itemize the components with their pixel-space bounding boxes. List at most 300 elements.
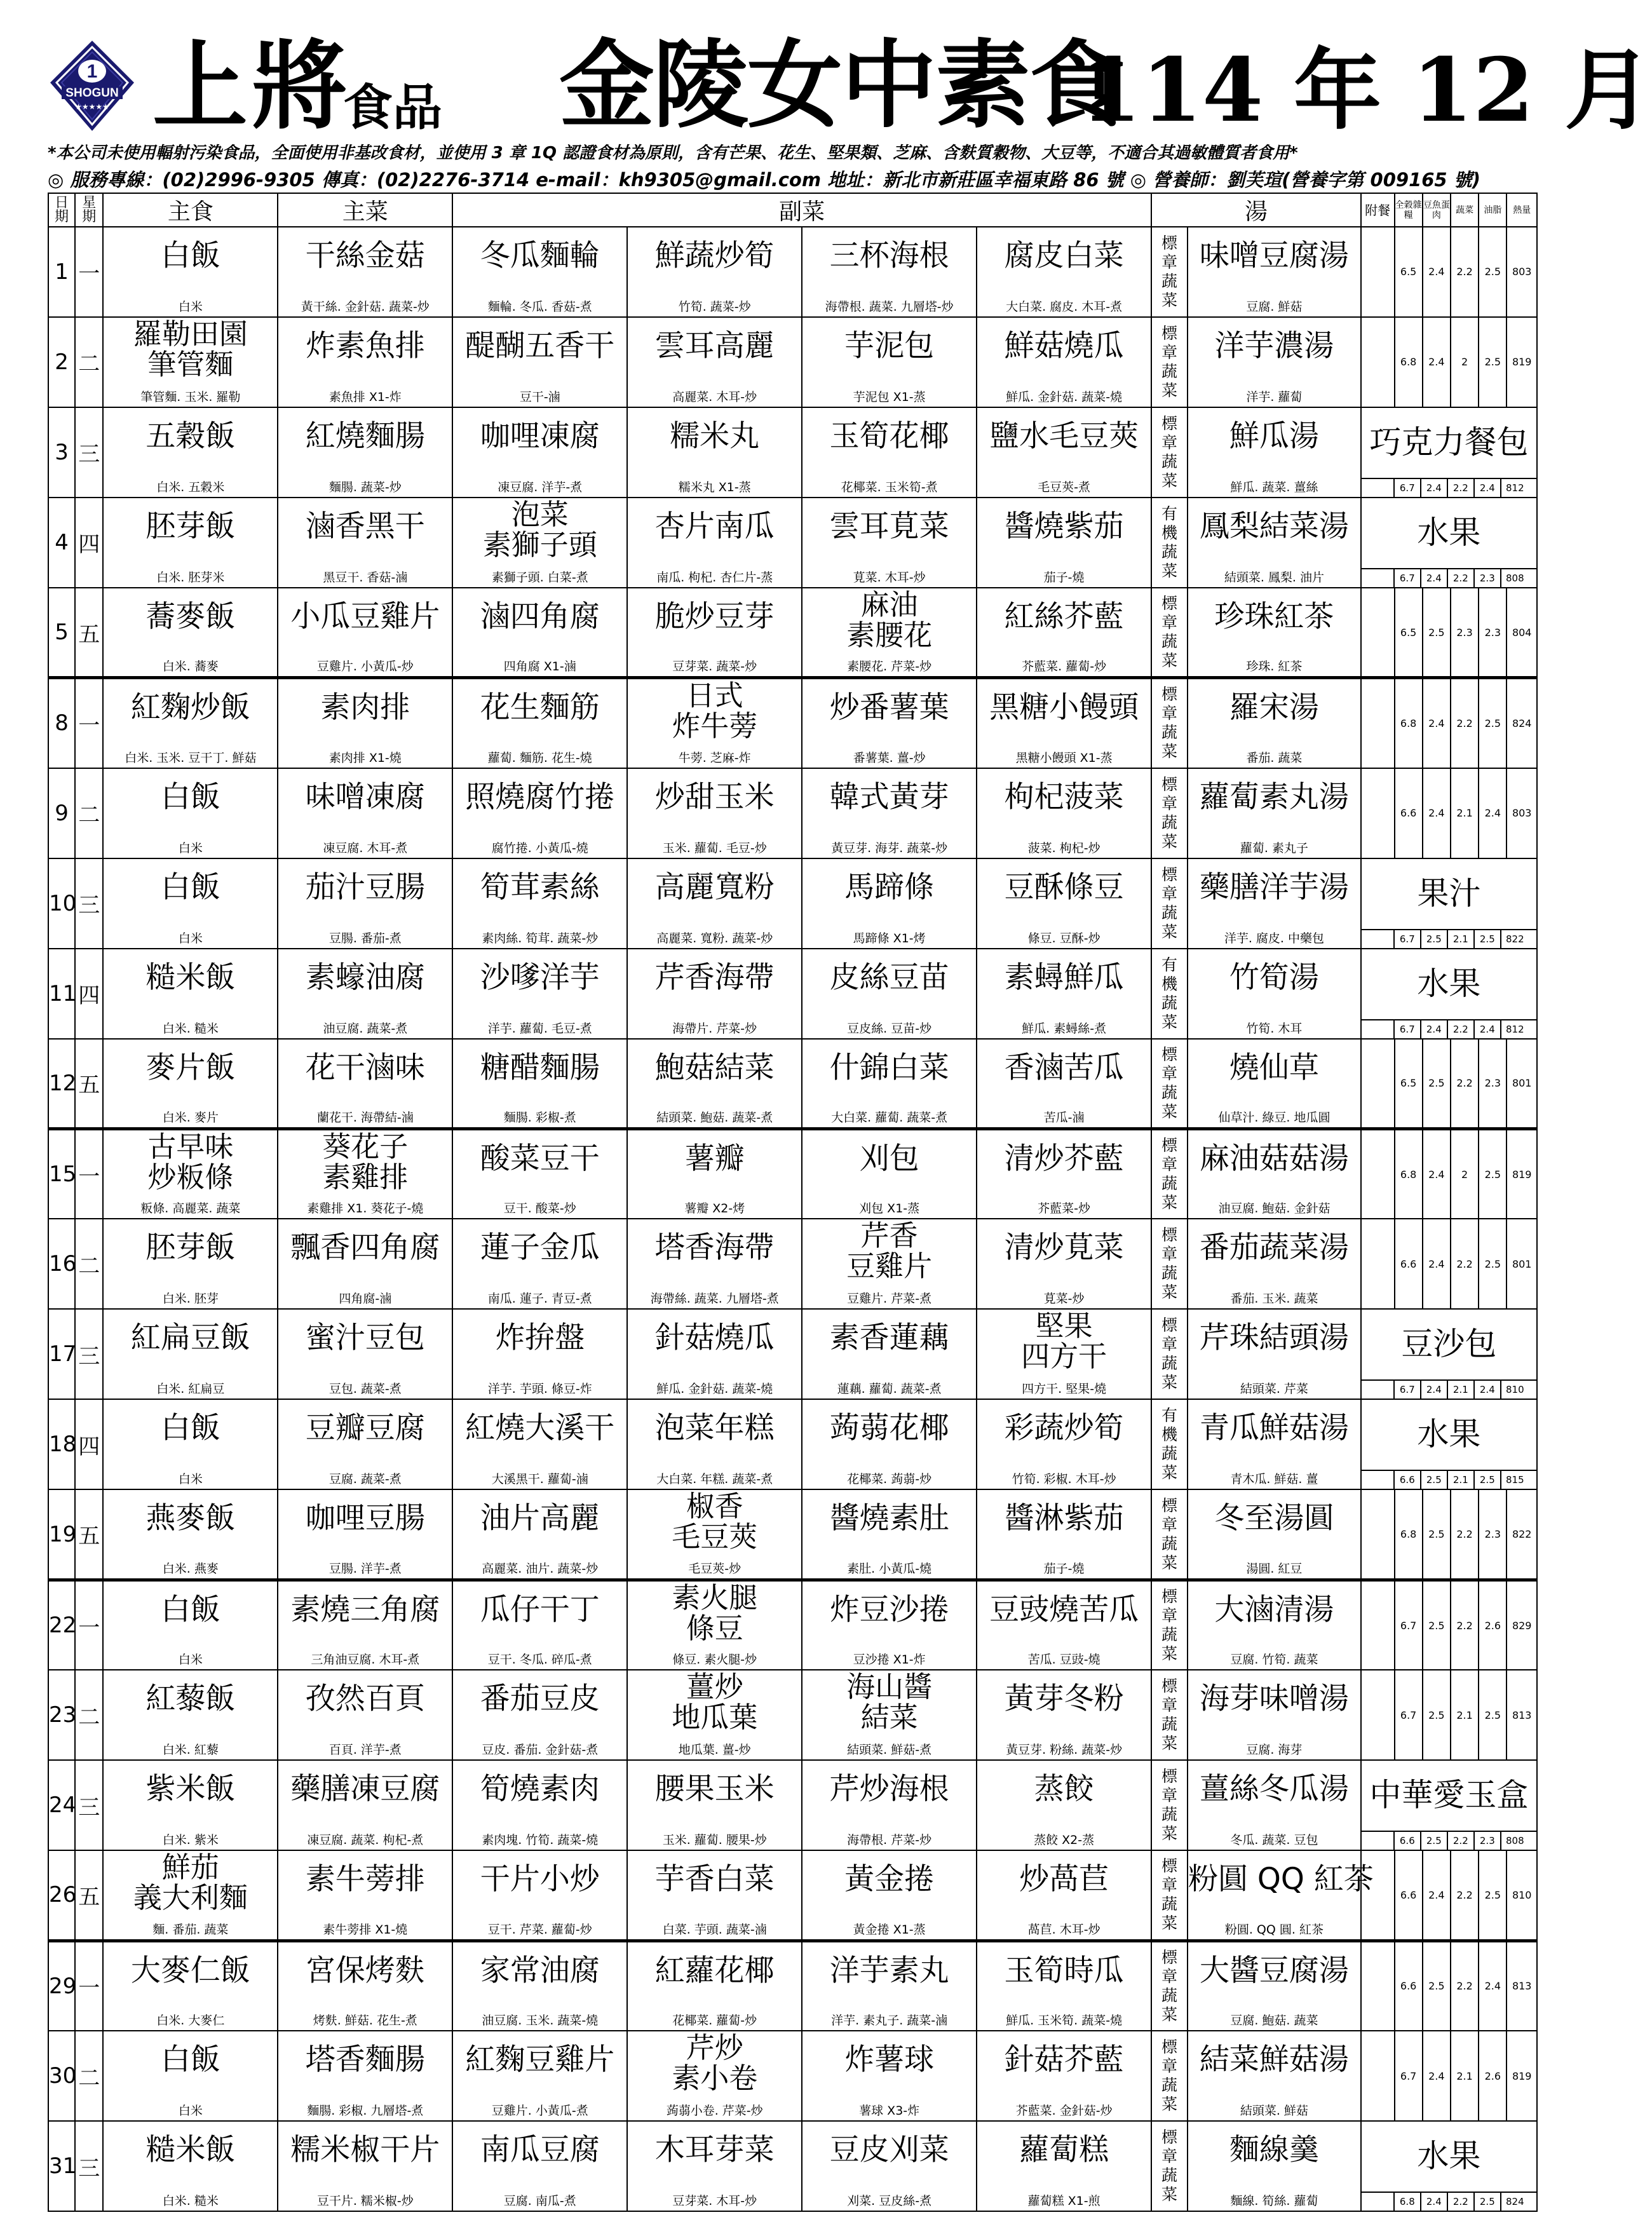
shogun-logo (48, 38, 137, 133)
menu-table (48, 193, 1538, 2212)
side-dish-name: 素蟳鮮瓜 (1004, 959, 1124, 995)
staple-dish-name: 白飯 (160, 1592, 220, 1627)
soup-dish-ingredients: 鮮瓜. 蔬菜. 薑絲 (1230, 480, 1318, 494)
side-dish (977, 1129, 1151, 1219)
side-dish (977, 227, 1151, 317)
side-dish-name: 醬燒紫茄 (1004, 508, 1124, 544)
vegetable-label-text: 標章蔬菜 (1161, 1496, 1178, 1572)
staple-dish-name: 紅扁豆飯 (130, 1320, 250, 1356)
nutrition-value: 2 (1451, 317, 1479, 407)
side-dish-name: 家常油腐 (480, 1953, 600, 1988)
side-dish (627, 498, 802, 588)
main-dish-ingredients: 百頁. 洋芋-煮 (328, 1743, 402, 1758)
nutrition-value: 822 (1500, 930, 1529, 948)
soup-dish (1188, 1760, 1361, 1850)
side-dish (452, 768, 627, 858)
main-dish-ingredients: 烤麩. 鮮菇. 花生-煮 (313, 2014, 417, 2028)
extra-cell (1361, 1760, 1537, 1850)
nutrition-value: 2.3 (1479, 1489, 1506, 1580)
side-dish-ingredients: 薯球 X3-炸 (859, 2104, 920, 2118)
side-dish-ingredients: 鮮瓜. 金針菇. 蔬菜-燒 (656, 1382, 773, 1397)
side-dish-name: 酸菜豆干 (480, 1141, 600, 1177)
side-dish (627, 1760, 802, 1850)
soup-dish (1188, 949, 1361, 1039)
staple-dish (103, 768, 278, 858)
staple-dish (103, 1399, 278, 1489)
staple-dish-ingredients: 白米. 麥片 (162, 1111, 219, 1125)
staple-dish-name: 白飯 (160, 869, 220, 905)
nutrition-value: 2.5 (1423, 1489, 1451, 1580)
menu-row (48, 317, 1537, 407)
row-date: 26 (48, 1850, 75, 1941)
soup-dish (1188, 1309, 1361, 1399)
allergen-notice: *本公司未使用輻射污染食品，全面使用非基改食材，並使用 3 章 1Q 認證食材為原則，含有芒果、花生、堅果類、芝麻、含麩質穀物、大豆等，不適合其過敏體質者食用* (48, 144, 1298, 163)
side-dish (452, 678, 627, 768)
side-dish-name: 麻油 素腰花 (846, 587, 933, 652)
soup-dish (1188, 1039, 1361, 1129)
side-dish (802, 1941, 977, 2031)
side-dish-name: 泡菜 素獅子頭 (482, 497, 597, 562)
header-nutrition-grain: 全穀雜糧 (1395, 193, 1423, 227)
nutrition-value: 6.7 (1393, 569, 1420, 587)
nutrition-value: 2.4 (1479, 768, 1506, 858)
side-dish-name: 雲耳高麗 (654, 328, 775, 363)
extra-item: 中華愛玉盒 (1369, 1777, 1529, 1814)
side-dish (452, 1399, 627, 1489)
extra-item: 水果 (1417, 965, 1481, 1002)
row-date: 2 (48, 317, 75, 407)
main-dish-name: 宮保烤麩 (305, 1953, 425, 1988)
side-dish-name: 南瓜豆腐 (480, 2132, 600, 2168)
svg-text:★★★★★: ★★★★★ (75, 102, 109, 111)
staple-dish-ingredients: 白米. 糙米 (162, 1021, 219, 1036)
nutrition-value: 2.2 (1451, 678, 1479, 768)
soup-dish (1188, 588, 1361, 678)
nutrition-value: 2.2 (1447, 2193, 1473, 2211)
side-dish-ingredients: 素肉絲. 筍茸. 蔬菜-炒 (482, 931, 599, 945)
side-dish-name: 清炒莧菜 (1004, 1230, 1124, 1266)
row-weekday: 五 (75, 1039, 103, 1129)
side-dish (802, 498, 977, 588)
side-dish-ingredients: 豆芽菜. 木耳-炒 (672, 2194, 757, 2208)
side-dish (452, 949, 627, 1039)
vegetable-label-text: 標章蔬菜 (1161, 865, 1178, 941)
nutrition-value: 819 (1506, 2031, 1537, 2121)
soup-dish-name: 珍珠紅茶 (1214, 599, 1334, 634)
side-dish-ingredients: 洋芋. 素丸子. 蔬菜-滷 (831, 2014, 948, 2028)
side-dish-name: 沙嗲洋芋 (480, 959, 600, 995)
soup-dish (1188, 768, 1361, 858)
header-main-food: 主食 (103, 193, 278, 227)
row-date: 19 (48, 1489, 75, 1580)
side-dish (452, 1670, 627, 1760)
menu-row (48, 1489, 1537, 1580)
main-dish-ingredients: 麵腸. 彩椒. 九層塔-煮 (307, 2104, 424, 2118)
side-dish-ingredients: 豆芽菜. 蔬菜-炒 (672, 660, 757, 674)
side-dish-ingredients: 茄子-燒 (1043, 1561, 1085, 1576)
nutrition-value: 2.5 (1473, 2193, 1500, 2211)
soup-dish-ingredients: 番茄. 蔬菜 (1246, 750, 1303, 765)
side-dish-ingredients: 洋芋. 蘿蔔. 毛豆-煮 (487, 1021, 592, 1036)
side-dish-name: 芋泥包 (844, 328, 935, 363)
nutrition-value: 2.4 (1420, 2193, 1447, 2211)
side-dish (977, 1039, 1151, 1129)
main-dish-ingredients: 黑豆干. 香菇-滷 (323, 570, 408, 585)
side-dish-ingredients: 南瓜. 枸杞. 杏仁片-蒸 (656, 570, 773, 585)
side-dish-ingredients: 高麗菜. 寬粉. 蔬菜-炒 (656, 931, 773, 945)
soup-dish (1188, 498, 1361, 588)
side-dish-ingredients: 豆皮. 番茄. 金針菇-煮 (482, 1743, 599, 1758)
main-dish-name: 炸素魚排 (305, 328, 425, 363)
main-dish (278, 1489, 452, 1580)
main-dish-name: 蜜汁豆包 (305, 1320, 425, 1356)
row-date: 31 (48, 2121, 75, 2211)
side-dish-ingredients: 腐竹捲. 小黃瓜-燒 (491, 841, 588, 855)
vegetable-label (1151, 1129, 1188, 1219)
main-dish-ingredients: 麵腸. 蔬菜-炒 (328, 480, 402, 494)
nutrition-value: 2.1 (1447, 930, 1473, 948)
nutrition-value: 803 (1506, 227, 1537, 317)
nutrition-value: 2.1 (1447, 1471, 1473, 1489)
side-dish (627, 1850, 802, 1941)
extra-cell (1361, 949, 1537, 1039)
side-dish-name: 炒番薯葉 (829, 690, 949, 726)
side-dish-name: 鹽水毛豆莢 (989, 418, 1139, 454)
nutrition-value: 2.2 (1447, 1832, 1473, 1850)
main-dish (278, 1670, 452, 1760)
side-dish-ingredients: 蘿蔔糕 X1-煎 (1027, 2194, 1100, 2208)
nutrition-value: 2.4 (1423, 1129, 1451, 1219)
extra-item (1361, 1580, 1395, 1670)
vegetable-label (1151, 1039, 1188, 1129)
side-dish-ingredients: 素肉塊. 竹筍. 蔬菜-燒 (482, 1833, 599, 1848)
extra-cell (1361, 1399, 1537, 1489)
side-dish-name: 花生麵筋 (480, 690, 600, 726)
vegetable-label-text: 有機蔬菜 (1161, 1406, 1178, 1482)
menu-row (48, 1580, 1537, 1670)
side-dish-ingredients: 海帶絲. 蔬菜. 九層塔-煮 (650, 1292, 779, 1306)
main-dish-name: 小瓜豆雞片 (290, 599, 440, 634)
side-dish-name: 彩蔬炒筍 (1004, 1411, 1124, 1446)
soup-dish (1188, 1941, 1361, 2031)
side-dish-ingredients: 素腰花. 芹菜-炒 (847, 660, 932, 674)
vegetable-label (1151, 768, 1188, 858)
row-date: 10 (48, 858, 75, 949)
extra-item (1361, 1941, 1395, 2031)
side-dish-ingredients: 麵腸. 彩椒-煮 (503, 1111, 576, 1125)
menu-title: 金陵女中素食 (559, 30, 1124, 141)
side-dish-name: 滷四角腐 (480, 599, 600, 634)
soup-dish-ingredients: 仙草汁. 綠豆. 地瓜圓 (1218, 1111, 1330, 1125)
side-dish (627, 588, 802, 678)
vegetable-label-text: 標章蔬菜 (1161, 1316, 1178, 1392)
extra-item: 豆沙包 (1401, 1325, 1497, 1363)
nutrition-value: 2 (1451, 1129, 1479, 1219)
nutrition-value: 2.5 (1479, 1670, 1506, 1760)
main-dish-name: 孜然百頁 (305, 1681, 425, 1717)
row-weekday: 三 (75, 407, 103, 498)
soup-dish-name: 鮮瓜湯 (1229, 418, 1319, 454)
side-dish-name: 番茄豆皮 (480, 1681, 600, 1717)
soup-dish (1188, 2031, 1361, 2121)
side-dish-name: 素火腿 條豆 (672, 1580, 758, 1645)
side-dish-ingredients: 蓮藕. 蘿蔔. 蔬菜-煮 (837, 1382, 942, 1397)
soup-dish-ingredients: 油豆腐. 鮑菇. 金針菇 (1218, 1202, 1330, 1216)
menu-row (48, 1941, 1537, 2031)
side-dish-ingredients: 花椰菜. 玉米筍-煮 (841, 480, 938, 494)
soup-dish-name: 竹筍湯 (1229, 959, 1319, 995)
nutrition-value: 2.4 (1420, 1381, 1447, 1399)
nutrition-value: 815 (1500, 1471, 1529, 1489)
side-dish-name: 香滷苦瓜 (1004, 1050, 1124, 1085)
soup-dish-name: 冬至湯圓 (1214, 1501, 1334, 1536)
staple-dish-ingredients: 白米. 大麥仁 (156, 2014, 225, 2028)
side-dish-ingredients: 蒟蒻小卷. 芹菜-炒 (666, 2104, 763, 2118)
side-dish (977, 1760, 1151, 1850)
side-dish-name: 黃芽冬粉 (1004, 1681, 1124, 1717)
staple-dish-ingredients: 白米 (178, 2104, 203, 2118)
soup-dish-ingredients: 粉圓. QQ 圓. 紅茶 (1224, 1922, 1324, 1937)
side-dish (452, 1760, 627, 1850)
nutrition-value: 6.8 (1393, 2193, 1420, 2211)
row-date: 11 (48, 949, 75, 1039)
nutrition-value: 6.7 (1393, 479, 1420, 497)
row-weekday: 二 (75, 2031, 103, 2121)
row-date: 3 (48, 407, 75, 498)
vegetable-label (1151, 949, 1188, 1039)
staple-dish (103, 1670, 278, 1760)
side-dish (452, 1129, 627, 1219)
side-dish-name: 堅果 四方干 (1021, 1309, 1107, 1374)
vegetable-label (1151, 1850, 1188, 1941)
vegetable-label-text: 標章蔬菜 (1161, 1045, 1178, 1121)
side-dish (627, 1580, 802, 1670)
vegetable-label-text: 標章蔬菜 (1161, 323, 1178, 400)
side-dish-ingredients: 玉米. 蘿蔔. 毛豆-炒 (662, 841, 767, 855)
soup-dish (1188, 1219, 1361, 1309)
staple-dish-ingredients: 白米. 五穀米 (156, 480, 225, 494)
nutrition-value: 2.5 (1423, 1670, 1451, 1760)
side-dish-ingredients: 高麗菜. 木耳-炒 (672, 390, 757, 404)
staple-dish-name: 鮮茄 義大利麵 (133, 1850, 248, 1915)
side-dish-ingredients: 苦瓜. 豆豉-燒 (1027, 1653, 1100, 1667)
soup-dish-name: 藥膳洋芋湯 (1199, 869, 1349, 905)
staple-dish-ingredients: 白米. 玉米. 豆干丁. 鮮菇 (125, 750, 257, 765)
side-dish-ingredients: 豆干. 酸菜-炒 (503, 1202, 576, 1216)
main-dish (278, 768, 452, 858)
side-dish (452, 858, 627, 949)
side-dish-name: 豆酥條豆 (1004, 869, 1124, 905)
nutrition-blank (1362, 1381, 1393, 1399)
row-date: 18 (48, 1399, 75, 1489)
side-dish-name: 芹香海帶 (654, 959, 775, 995)
side-dish-ingredients: 竹筍. 蔬菜-炒 (678, 299, 751, 314)
side-dish-name: 蘿蔔糕 (1019, 2132, 1109, 2168)
extra-cell (1361, 858, 1537, 949)
extra-item (1361, 1489, 1395, 1580)
side-dish (627, 1039, 802, 1129)
nutrition-strip (1362, 2192, 1536, 2211)
side-dish-name: 炒萵苣 (1019, 1862, 1109, 1897)
staple-dish-name: 胚芽飯 (146, 508, 236, 544)
nutrition-value: 2.4 (1420, 479, 1447, 497)
menu-body (48, 227, 1537, 2211)
row-date: 15 (48, 1129, 75, 1219)
side-dish-ingredients: 素肚. 小黃瓜-燒 (847, 1561, 932, 1576)
side-dish-name: 脆炒豆芽 (654, 599, 775, 634)
main-dish-ingredients: 素牛蒡排 X1-燒 (323, 1922, 408, 1937)
row-date: 12 (48, 1039, 75, 1129)
menu-row (48, 227, 1537, 317)
side-dish-name: 高麗寬粉 (654, 869, 775, 905)
nutrition-blank (1362, 1020, 1393, 1038)
staple-dish-name: 糙米飯 (146, 959, 236, 995)
side-dish (802, 1580, 977, 1670)
soup-dish-name: 洋芋濃湯 (1214, 328, 1334, 363)
side-dish (627, 317, 802, 407)
vegetable-label (1151, 407, 1188, 498)
header-nutrition-fat: 油脂 (1479, 193, 1506, 227)
staple-dish (103, 227, 278, 317)
side-dish-name: 清炒芥藍 (1004, 1141, 1124, 1177)
side-dish-ingredients: 蘿蔔. 麵筋. 花生-燒 (487, 750, 592, 765)
main-dish-ingredients: 凍豆腐. 蔬菜. 枸杞-煮 (307, 1833, 424, 1848)
extra-item (1361, 1039, 1395, 1129)
side-dish (977, 317, 1151, 407)
side-dish-name: 紅燒大溪干 (465, 1411, 615, 1446)
vegetable-label (1151, 1309, 1188, 1399)
main-dish-ingredients: 豆干片. 糯米椒-炒 (316, 2194, 414, 2208)
side-dish-ingredients: 茄子-燒 (1043, 570, 1085, 585)
side-dish (802, 1760, 977, 1850)
side-dish-ingredients: 糯米丸 X1-蒸 (678, 480, 751, 494)
vegetable-label (1151, 1489, 1188, 1580)
nutrition-value: 2.2 (1451, 1580, 1479, 1670)
nutrition-value: 2.6 (1479, 1580, 1506, 1670)
soup-dish-ingredients: 結頭菜. 鮮菇 (1240, 2104, 1308, 2118)
side-dish-name: 紅麴豆雞片 (465, 2042, 615, 2078)
nutrition-value: 2.5 (1479, 227, 1506, 317)
nutrition-value: 6.6 (1393, 1471, 1420, 1489)
side-dish-name: 紅絲芥藍 (1004, 599, 1124, 634)
svg-text:1: 1 (86, 61, 98, 82)
side-dish-ingredients: 苦瓜-滷 (1043, 1111, 1085, 1125)
nutrition-value: 812 (1500, 479, 1529, 497)
nutrition-value: 2.4 (1423, 1219, 1451, 1309)
nutrition-value: 822 (1506, 1489, 1537, 1580)
staple-dish-ingredients: 白米 (178, 1653, 203, 1667)
side-dish-name: 鮮蔬炒筍 (654, 238, 775, 273)
staple-dish-ingredients: 白米. 胚芽米 (156, 570, 225, 585)
side-dish-ingredients: 條豆. 豆酥-炒 (1027, 931, 1100, 945)
staple-dish-ingredients: 白米 (178, 299, 203, 314)
side-dish (452, 498, 627, 588)
main-dish-name: 素蠔油腐 (305, 959, 425, 995)
row-date: 29 (48, 1941, 75, 2031)
staple-dish-name: 胚芽飯 (146, 1230, 236, 1266)
side-dish (802, 858, 977, 949)
nutrition-strip (1362, 1470, 1536, 1489)
side-dish-ingredients: 莧菜. 木耳-炒 (853, 570, 926, 585)
brand-suffix: 食品 (343, 79, 443, 137)
side-dish-ingredients: 白菜. 芋頭. 蔬菜-滷 (662, 1922, 767, 1937)
contact-info: ◎ 服務專線：(02)2996-9305 傳真：(02)2276-3714 e-mail：kh9305@gmail.com 地址：新北市新莊區幸福東路 86 號 ◎ 營養師：劉芙瑄(營養字第 009165 號) (48, 169, 1480, 191)
nutrition-value: 803 (1506, 768, 1537, 858)
main-dish (278, 317, 452, 407)
side-dish-name: 芹炒海根 (829, 1772, 949, 1807)
side-dish-ingredients: 刈包 X1-蒸 (859, 1202, 920, 1216)
row-weekday: 二 (75, 317, 103, 407)
side-dish (802, 1399, 977, 1489)
side-dish (452, 317, 627, 407)
extra-item (1361, 1670, 1395, 1760)
side-dish (627, 1489, 802, 1580)
side-dish-ingredients: 芥藍菜-炒 (1038, 1202, 1091, 1216)
row-weekday: 一 (75, 1941, 103, 2031)
nutrition-value: 2.4 (1423, 1850, 1451, 1941)
staple-dish (103, 1941, 278, 2031)
side-dish (977, 858, 1151, 949)
vegetable-label (1151, 1670, 1188, 1760)
vegetable-label-text: 有機蔬菜 (1161, 955, 1178, 1031)
side-dish (452, 2121, 627, 2211)
main-dish-name: 紅燒麵腸 (305, 418, 425, 454)
side-dish-ingredients: 四方干. 堅果-燒 (1022, 1382, 1107, 1397)
side-dish-name: 炸薯球 (844, 2042, 935, 2078)
side-dish-name: 筍燒素肉 (480, 1772, 600, 1807)
extra-item (1361, 1219, 1395, 1309)
main-dish-ingredients: 四角腐-滷 (339, 1292, 392, 1306)
nutrition-value: 2.2 (1451, 1941, 1479, 2031)
main-dish-name: 咖哩豆腸 (305, 1501, 425, 1536)
nutrition-value: 2.5 (1420, 1471, 1447, 1489)
staple-dish-ingredients: 麵. 番茄. 蔬菜 (152, 1922, 229, 1937)
staple-dish (103, 1039, 278, 1129)
nutrition-value: 801 (1506, 1219, 1537, 1309)
nutrition-value: 808 (1500, 569, 1529, 587)
extra-item: 巧克力餐包 (1369, 423, 1529, 461)
menu-row (48, 1039, 1537, 1129)
nutrition-value: 813 (1506, 1941, 1537, 2031)
nutrition-value: 2.2 (1451, 227, 1479, 317)
row-weekday: 五 (75, 588, 103, 678)
nutrition-value: 808 (1500, 1832, 1529, 1850)
main-dish (278, 1850, 452, 1941)
staple-dish-ingredients: 白米. 燕麥 (162, 1561, 219, 1576)
soup-dish (1188, 1129, 1361, 1219)
side-dish (627, 1129, 802, 1219)
header-extra: 附餐 (1361, 193, 1395, 227)
nutrition-value: 2.4 (1423, 227, 1451, 317)
side-dish-ingredients: 豆腐. 南瓜-煮 (503, 2194, 576, 2208)
row-weekday: 三 (75, 2121, 103, 2211)
side-dish-ingredients: 海帶根. 蔬菜. 九層塔-炒 (825, 299, 954, 314)
extra-item (1361, 768, 1395, 858)
main-dish-name: 豆瓣豆腐 (305, 1411, 425, 1446)
side-dish-name: 炸豆沙捲 (829, 1592, 949, 1627)
soup-dish-name: 海芽味噌湯 (1199, 1681, 1349, 1717)
main-dish-ingredients: 素魚排 X1-炸 (328, 390, 402, 404)
row-date: 16 (48, 1219, 75, 1309)
nutrition-value: 2.4 (1423, 678, 1451, 768)
row-date: 5 (48, 588, 75, 678)
side-dish-name: 素香蓮藕 (829, 1320, 949, 1356)
staple-dish-ingredients: 粄條. 高麗菜. 蔬菜 (140, 1202, 241, 1216)
staple-dish-ingredients: 白米. 胚芽 (162, 1292, 219, 1306)
header-side-dish: 副菜 (452, 193, 1151, 227)
row-date: 23 (48, 1670, 75, 1760)
side-dish-name: 醬燒素肚 (829, 1501, 949, 1536)
